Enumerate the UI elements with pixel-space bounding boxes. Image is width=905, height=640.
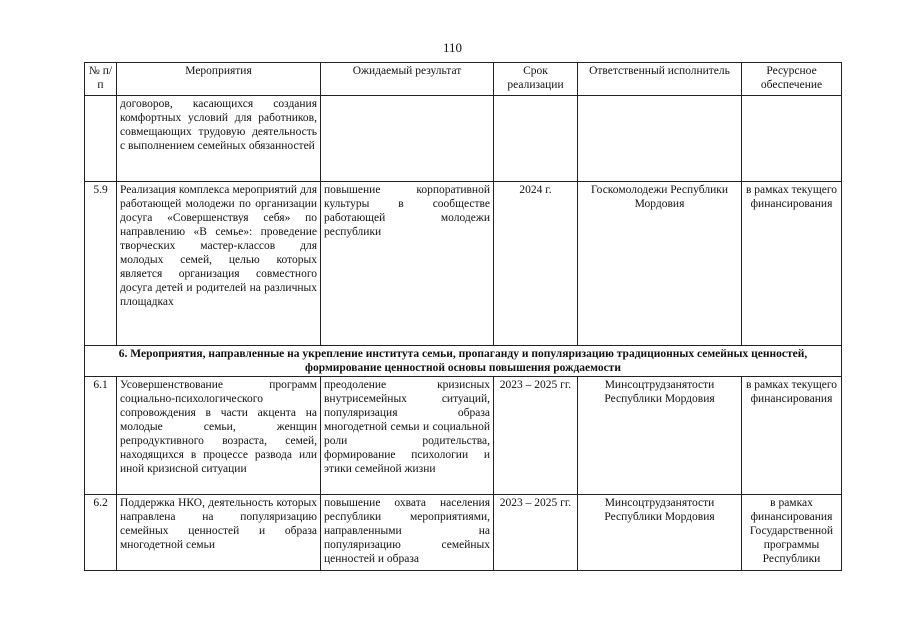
row-num: 6.1: [85, 377, 117, 495]
table-row: [85, 377, 842, 495]
row-term: 2023 – 2025 гг.: [494, 495, 578, 571]
row-resource: [742, 96, 842, 182]
row-responsible: Минсоцтрудзанятости Республики Мордовия: [578, 377, 742, 495]
row-responsible: [578, 96, 742, 182]
row-resource: в рамках текущего финансирования: [742, 377, 842, 495]
table-row: [85, 495, 842, 571]
row-term: 2023 – 2025 гг.: [494, 377, 578, 495]
row-result: повышение корпоративной культуры в сообществе работающей молодежи республики: [321, 182, 494, 346]
table-row: [85, 182, 842, 346]
section-heading: 6. Мероприятия, направленные на укрепление института семьи, пропаганду и популяризацию традиционных семейных ценностей, формирование ценностной основы повышения рождаемости: [85, 346, 842, 377]
page-number: 110: [442, 40, 463, 55]
header-responsible: Ответственный исполнитель: [578, 63, 742, 96]
row-event: договоров, касающихся создания комфортных условий для работников, совмещающих трудовую деятельность с выполнением семейных обязанностей: [117, 96, 321, 182]
row-result: преодоление кризисных внутрисемейных ситуаций, популяризация образа многодетной семьи и социальной роли родительства, формирование психологии и этики семейной жизни: [321, 377, 494, 495]
row-responsible: Минсоцтрудзанятости Республики Мордовия: [578, 495, 742, 571]
row-event: Поддержка НКО, деятельность которых направлена на популяризацию семейных ценностей и образа многодетной семьи: [117, 495, 321, 571]
header-result: Ожидаемый результат: [321, 63, 494, 96]
header-event: Мероприятия: [117, 63, 321, 96]
row-result: [321, 96, 494, 182]
row-num: 6.2: [85, 495, 117, 571]
row-num: [85, 96, 117, 182]
row-event: Усовершенствование программ социально-психологического сопровождения в части акцента на молодые семьи, женщин репродуктивного возраста, семей, находящихся в процессе развода или иной кризисной ситуации: [117, 377, 321, 495]
row-resource: в рамках текущего финансирования: [742, 182, 842, 346]
row-term: 2024 г.: [494, 182, 578, 346]
header-term: Срок реализации: [494, 63, 578, 96]
row-event: Реализация комплекса мероприятий для работающей молодежи по организации досуга «Совершенствуя себя» по направлению «В семье»: проведение творческих мастер-классов для молодых семей, целью которых является организация совместного досуга детей и родителей на различных площадках: [117, 182, 321, 346]
table-row: [85, 96, 842, 182]
row-result: повышение охвата населения республики мероприятиями, направленными на популяризацию семейных ценностей и образа: [321, 495, 494, 571]
section-heading-row: [85, 346, 842, 377]
row-term: [494, 96, 578, 182]
table-header-row: [85, 63, 842, 96]
header-num: № п/п: [85, 63, 117, 96]
row-num: 5.9: [85, 182, 117, 346]
row-resource: в рамках финансирования Государственной программы Республики: [742, 495, 842, 571]
measures-table: [84, 62, 842, 571]
header-resource: Ресурсное обеспечение: [742, 63, 842, 96]
row-responsible: Госкомолодежи Республики Мордовия: [578, 182, 742, 346]
